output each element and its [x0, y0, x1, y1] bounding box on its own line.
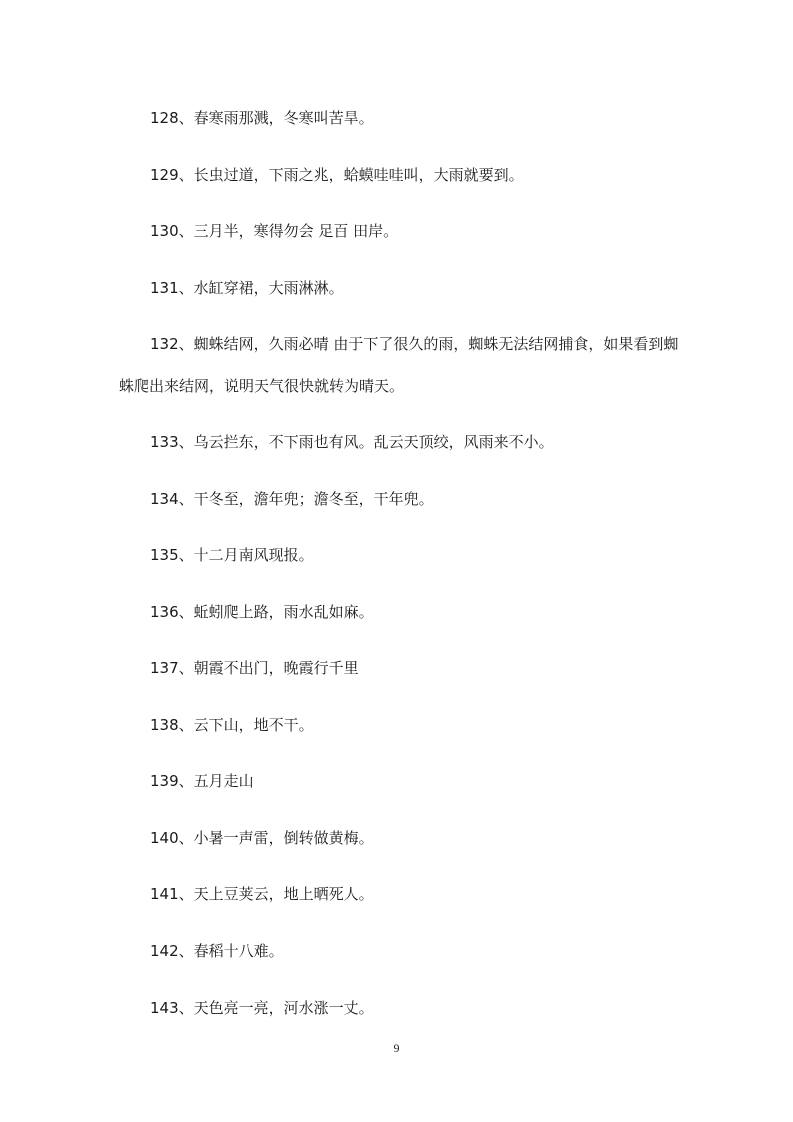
proverb-131: 131、水缸穿裙，大雨淋淋。	[150, 279, 344, 297]
proverb-135: 135、十二月南风现报。	[150, 546, 314, 564]
proverb-132: 132、蜘蛛结网，久雨必晴 由于下了很久的雨，蜘蛛无法结网捕食，如果看到蜘	[150, 335, 679, 353]
proverb-138: 138、云下山，地不干。	[150, 716, 314, 734]
proverb-130: 130、三月半，寒得勿会 足百 田岸。	[150, 222, 399, 240]
proverb-128: 128、春寒雨那溅，冬寒叫苦旱。	[150, 109, 374, 127]
proverb-132-continuation: 蛛爬出来结网，说明天气很快就转为晴天。	[119, 377, 405, 395]
proverb-140: 140、小暑一声雷，倒转做黄梅。	[150, 829, 374, 847]
proverb-142: 142、春稻十八难。	[150, 942, 284, 960]
proverb-143: 143、天色亮一亮，河水涨一丈。	[150, 999, 374, 1017]
proverb-134: 134、干冬至，澹年兜；澹冬至，干年兜。	[150, 490, 434, 508]
page-number: 9	[393, 1041, 400, 1055]
proverb-136: 136、蚯蚓爬上路，雨水乱如麻。	[150, 603, 374, 621]
proverb-141: 141、天上豆荚云，地上晒死人。	[150, 885, 374, 903]
proverb-137: 137、朝霞不出门，晚霞行千里	[150, 659, 359, 677]
proverb-139: 139、五月走山	[150, 772, 254, 790]
proverb-133: 133、乌云拦东，不下雨也有风。乱云天顶绞，风雨来不小。	[150, 433, 554, 451]
proverb-129: 129、长虫过道，下雨之兆，蛤蟆哇哇叫，大雨就要到。	[150, 166, 524, 184]
